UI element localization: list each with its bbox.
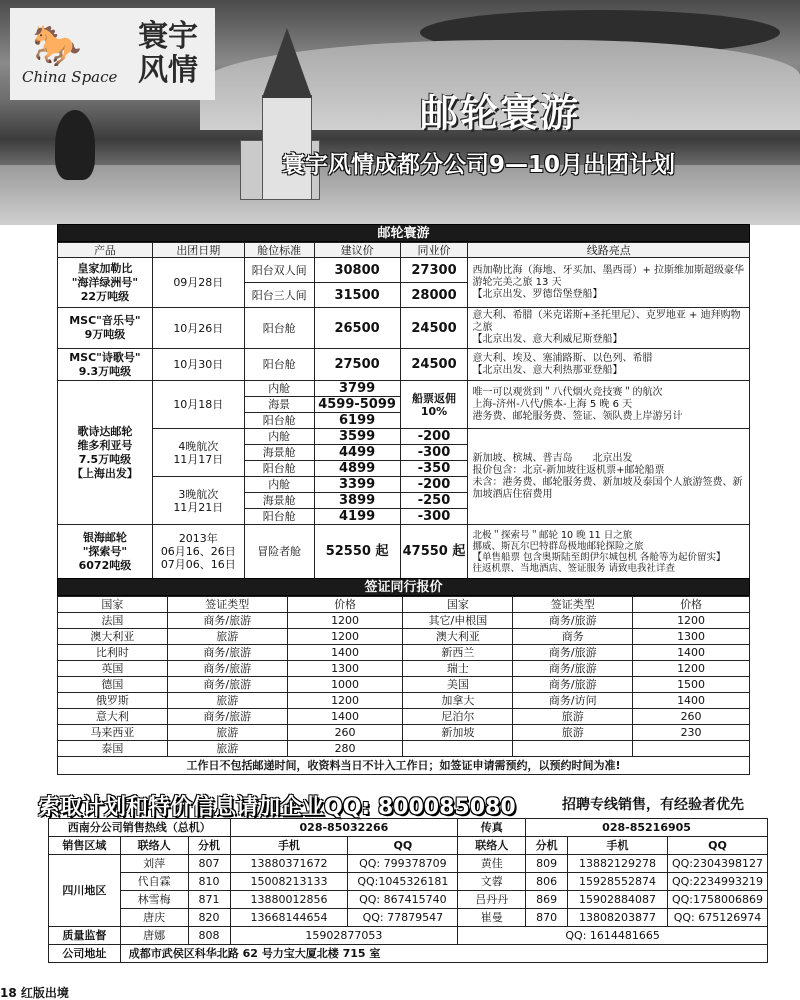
col-header: 分机	[526, 837, 568, 855]
cruise-section-title: 邮轮寰游	[57, 224, 750, 242]
contact-qq: QQ: 77879547	[348, 909, 458, 927]
contact-mobile: 13668144654	[230, 909, 348, 927]
contact-name: 崔曼	[458, 909, 526, 927]
contact-ext: 810	[188, 873, 230, 891]
depart-date: 09月28日	[152, 258, 244, 308]
visa-price: 280	[287, 741, 403, 757]
main-title: 邮轮寰游	[420, 91, 581, 135]
visa-country: 澳大利亚	[403, 629, 513, 645]
col-header: 签证类型	[513, 597, 633, 613]
visa-price	[633, 741, 750, 757]
trade-price: -200	[400, 429, 468, 445]
col-header: 分机	[188, 837, 230, 855]
contact-ext: 871	[188, 891, 230, 909]
table-row	[49, 855, 768, 873]
table-row	[49, 873, 768, 891]
company-address: 成都市武侯区科华北路 62 号力宝大厦北楼 715 室	[120, 945, 767, 963]
visa-body	[58, 613, 750, 757]
visa-type: 商务/旅游	[167, 661, 287, 677]
ship-name: 歌诗达邮轮 维多利亚号 7.5万吨级 【上海出发】	[58, 381, 153, 525]
table-row	[49, 891, 768, 909]
visa-country: 马来西亚	[58, 725, 168, 741]
contact-mobile: 13880371672	[230, 855, 348, 873]
contact-qq: QQ: 675126974	[667, 909, 767, 927]
contact-mobile: 13880012856	[230, 891, 348, 909]
visa-country	[403, 741, 513, 757]
cruise-section	[57, 224, 750, 579]
trade-price: 27300	[400, 258, 468, 283]
ship-name: MSC"诗歌号" 9.3万吨级	[58, 349, 153, 381]
route-highlights: 新加坡、槟城、普吉岛 北京出发 报价包含：北京-新加坡往返机票+邮轮船票 未含：港务费、邮轮服务费、新加坡及泰国个人旅游签费、新加坡酒店住宿费用	[468, 429, 750, 525]
visa-type: 商务/访问	[513, 693, 633, 709]
ship-name: MSC"音乐号" 9万吨级	[58, 308, 153, 349]
cruise-header-row	[58, 243, 750, 258]
company-logo	[10, 8, 215, 100]
visa-type: 商务	[513, 629, 633, 645]
cabin-type: 阳台双人间	[244, 258, 314, 283]
suggested-price: 3599	[314, 429, 400, 445]
table-row	[58, 645, 750, 661]
visa-type: 旅游	[513, 725, 633, 741]
contact-ext: 809	[526, 855, 568, 873]
suggested-price: 3799	[314, 381, 400, 397]
depart-date: 2013年 06月16、26日 07月06、16日	[152, 525, 244, 579]
contact-qq: QQ: 867415740	[348, 891, 458, 909]
cabin-type: 内舱	[244, 477, 314, 493]
visa-country: 加拿大	[403, 693, 513, 709]
tree-silhouette	[55, 110, 95, 180]
contact-name: 代自霖	[120, 873, 188, 891]
visa-header-row	[58, 597, 750, 613]
cabin-type: 阳台舱	[244, 349, 314, 381]
col-header: 同业价	[400, 243, 468, 258]
table-row	[58, 661, 750, 677]
route-highlights: 北极＂探索号＂邮轮 10 晚 11 日之旅 挪威、斯瓦尔巴特群岛极地邮轮探险之旅 【单售船票 包含奥斯陆至朗伊尔城包机 各舱等为起价留实】 往返机票、当地酒店、签证服务 请致电我社详查	[468, 525, 750, 579]
cabin-type: 阳台舱	[244, 509, 314, 525]
table-row	[58, 429, 750, 445]
col-header: 签证类型	[167, 597, 287, 613]
visa-country: 意大利	[58, 709, 168, 725]
contact-name: 刘萍	[120, 855, 188, 873]
contact-qq: QQ: 799378709	[348, 855, 458, 873]
suggested-price: 31500	[314, 283, 400, 308]
cabin-type: 海景	[244, 397, 314, 413]
trade-price: 24500	[400, 349, 468, 381]
visa-type: 商务/旅游	[513, 661, 633, 677]
visa-table	[57, 596, 750, 757]
visa-country: 澳大利亚	[58, 629, 168, 645]
table-row	[58, 525, 750, 579]
visa-price: 1000	[287, 677, 403, 693]
cabin-type: 阳台三人间	[244, 283, 314, 308]
visa-price: 1500	[633, 677, 750, 693]
contact-name: 唐庆	[120, 909, 188, 927]
suggested-price: 27500	[314, 349, 400, 381]
hotline-number: 028-85032266	[230, 819, 458, 837]
visa-type: 商务/旅游	[513, 645, 633, 661]
contact-name: 文蓉	[458, 873, 526, 891]
quality-row	[49, 927, 768, 945]
visa-price: 1400	[287, 709, 403, 725]
visa-type: 商务/旅游	[167, 677, 287, 693]
suggested-price: 4599-5099	[314, 397, 400, 413]
visa-price: 1200	[287, 629, 403, 645]
contact-mobile: 13808203877	[568, 909, 668, 927]
sub-title: 寰宇风情成都分公司9—10月出团计划	[282, 152, 676, 178]
fax-number: 028-85216905	[526, 819, 768, 837]
contacts-table	[48, 818, 768, 963]
logo-en-text: China Space	[22, 68, 118, 86]
cabin-type: 海景舱	[244, 445, 314, 461]
cruise-table	[57, 242, 750, 579]
visa-section	[57, 578, 750, 775]
visa-type: 旅游	[167, 693, 287, 709]
col-header: 手机	[568, 837, 668, 855]
visa-country: 法国	[58, 613, 168, 629]
qq-contact-banner: 索取计划和特价信息请加企业QQ: 800085080	[38, 795, 516, 820]
table-row	[58, 308, 750, 349]
table-row	[58, 693, 750, 709]
quality-qq: QQ: 1614481665	[458, 927, 768, 945]
visa-country: 新西兰	[403, 645, 513, 661]
sales-region: 四川地区	[49, 855, 121, 927]
table-row	[58, 709, 750, 725]
quality-label: 质量监督	[49, 927, 121, 945]
visa-country: 美国	[403, 677, 513, 693]
recruit-notice: 招聘专线销售，有经验者优先	[562, 797, 744, 813]
quality-ext: 808	[188, 927, 230, 945]
quality-mobile: 15902877053	[230, 927, 458, 945]
trade-price: -300	[400, 509, 468, 525]
horse-icon: 🐎	[32, 23, 82, 69]
visa-country: 俄罗斯	[58, 693, 168, 709]
suggested-price: 26500	[314, 308, 400, 349]
visa-type: 旅游	[167, 725, 287, 741]
route-highlights: 意大利、埃及、塞浦路斯、以色列、希腊 【北京出发、意大利热那亚登船】	[468, 349, 750, 381]
col-header: 价格	[633, 597, 750, 613]
visa-price: 1300	[287, 661, 403, 677]
page-footer: 18 红版出境	[0, 986, 69, 1000]
visa-country: 泰国	[58, 741, 168, 757]
table-row	[58, 629, 750, 645]
header-banner	[0, 0, 800, 225]
suggested-price: 30800	[314, 258, 400, 283]
col-header: 建议价	[314, 243, 400, 258]
depart-date: 10月30日	[152, 349, 244, 381]
contacts-section	[48, 818, 768, 963]
logo-cn-text: 寰宇风情	[138, 19, 198, 88]
contact-ext: 870	[526, 909, 568, 927]
visa-type: 旅游	[167, 741, 287, 757]
visa-price: 1300	[633, 629, 750, 645]
visa-type: 商务/旅游	[513, 677, 633, 693]
trade-price: 28000	[400, 283, 468, 308]
cabin-type: 阳台舱	[244, 461, 314, 477]
cabin-type: 海景舱	[244, 493, 314, 509]
route-highlights: 意大利、希腊（米克诺斯+圣托里尼）、克罗地亚 + 迪拜购物之旅 【北京出发、意大利威尼斯登船】	[468, 308, 750, 349]
cabin-type: 内舱	[244, 429, 314, 445]
contact-qq: QQ:1045326181	[348, 873, 458, 891]
suggested-price: 3399	[314, 477, 400, 493]
visa-price: 1200	[287, 613, 403, 629]
visa-type: 商务/旅游	[167, 645, 287, 661]
visa-type: 商务/旅游	[513, 613, 633, 629]
visa-country: 新加坡	[403, 725, 513, 741]
ship-name: 皇家加勒比 "海洋绿洲号" 22万吨级	[58, 258, 153, 308]
visa-type: 商务/旅游	[167, 613, 287, 629]
col-header: QQ	[348, 837, 458, 855]
contact-mobile: 15902884087	[568, 891, 668, 909]
visa-price: 1400	[633, 645, 750, 661]
contact-ext: 807	[188, 855, 230, 873]
table-row	[58, 725, 750, 741]
suggested-price: 4899	[314, 461, 400, 477]
quality-contact: 唐娜	[120, 927, 188, 945]
trade-price: -300	[400, 445, 468, 461]
visa-country: 比利时	[58, 645, 168, 661]
route-highlights: 唯一可以观赏到＂八代烟火竞技赛＂的航次 上海-济州-八代/熊本-上海 5 晚 6 天 港务费、邮轮服务费、签证、领队费上岸游另计	[468, 381, 750, 429]
col-header: 出团日期	[152, 243, 244, 258]
visa-price: 260	[633, 709, 750, 725]
suggested-price: 4499	[314, 445, 400, 461]
contact-qq: QQ:2234993219	[667, 873, 767, 891]
suggested-price: 6199	[314, 413, 400, 429]
cabin-type: 阳台舱	[244, 308, 314, 349]
ship-name: 银海邮轮 "探索号" 6072吨级	[58, 525, 153, 579]
visa-type: 商务/旅游	[167, 709, 287, 725]
col-header: 联络人	[120, 837, 188, 855]
contact-qq: QQ:1758006869	[667, 891, 767, 909]
depart-date: 10月26日	[152, 308, 244, 349]
cabin-type: 阳台舱	[244, 413, 314, 429]
cabin-type: 冒险者舱	[244, 525, 314, 579]
trade-price: -200	[400, 477, 468, 493]
visa-type: 旅游	[513, 709, 633, 725]
col-header: 产品	[58, 243, 153, 258]
depart-date: 4晚航次 11月17日	[152, 429, 244, 477]
contact-mobile: 15008213133	[230, 873, 348, 891]
depart-date: 3晚航次 11月21日	[152, 477, 244, 525]
visa-type: 旅游	[167, 629, 287, 645]
contact-qq: QQ:2304398127	[667, 855, 767, 873]
visa-country: 瑞士	[403, 661, 513, 677]
table-row	[58, 349, 750, 381]
contacts-header-row	[49, 837, 768, 855]
contact-name: 吕丹丹	[458, 891, 526, 909]
visa-section-title: 签证同行报价	[57, 578, 750, 596]
visa-price: 230	[633, 725, 750, 741]
contact-name: 林雪梅	[120, 891, 188, 909]
table-row	[58, 613, 750, 629]
visa-price: 1400	[287, 645, 403, 661]
visa-notice: 工作日不包括邮递时间，收资料当日不计入工作日；如签证申请需预约，以预约时间为准!	[57, 757, 750, 775]
suggested-price: 4199	[314, 509, 400, 525]
col-header: 销售区域	[49, 837, 121, 855]
col-header: QQ	[667, 837, 767, 855]
col-header: 线路亮点	[468, 243, 750, 258]
visa-price: 260	[287, 725, 403, 741]
col-header: 手机	[230, 837, 348, 855]
hotline-label: 西南分公司销售热线（总机）	[49, 819, 231, 837]
visa-country: 其它/申根国	[403, 613, 513, 629]
contact-mobile: 13882129278	[568, 855, 668, 873]
trade-price: -250	[400, 493, 468, 509]
visa-price: 1200	[633, 661, 750, 677]
table-row	[49, 909, 768, 927]
visa-country: 德国	[58, 677, 168, 693]
contacts-body	[49, 855, 768, 927]
hotline-row	[49, 819, 768, 837]
col-header: 联络人	[458, 837, 526, 855]
contact-ext: 806	[526, 873, 568, 891]
suggested-price: 3899	[314, 493, 400, 509]
visa-type	[513, 741, 633, 757]
table-row	[58, 258, 750, 283]
col-header: 舱位标准	[244, 243, 314, 258]
table-row	[58, 677, 750, 693]
contact-ext: 820	[188, 909, 230, 927]
visa-price: 1200	[287, 693, 403, 709]
contact-name: 黄佳	[458, 855, 526, 873]
trade-price: 船票返佣 10%	[400, 381, 468, 429]
col-header: 国家	[403, 597, 513, 613]
cabin-type: 内舱	[244, 381, 314, 397]
fax-label: 传真	[458, 819, 526, 837]
visa-price: 1200	[633, 613, 750, 629]
visa-country: 尼泊尔	[403, 709, 513, 725]
suggested-price: 52550 起	[314, 525, 400, 579]
route-highlights: 西加勒比海（海地、牙买加、墨西哥）+ 拉斯维加斯超级豪华游轮完美之旅 13 天 【北京出发、罗德岱堡登船】	[468, 258, 750, 308]
col-header: 价格	[287, 597, 403, 613]
contact-ext: 869	[526, 891, 568, 909]
table-row	[58, 741, 750, 757]
church-spire	[262, 28, 312, 98]
contact-mobile: 15928552874	[568, 873, 668, 891]
trade-price: 24500	[400, 308, 468, 349]
trade-price: 47550 起	[400, 525, 468, 579]
col-header: 国家	[58, 597, 168, 613]
depart-date: 10月18日	[152, 381, 244, 429]
visa-country: 英国	[58, 661, 168, 677]
trade-price: -350	[400, 461, 468, 477]
address-row	[49, 945, 768, 963]
address-label: 公司地址	[49, 945, 121, 963]
table-row	[58, 381, 750, 397]
visa-price: 1400	[633, 693, 750, 709]
